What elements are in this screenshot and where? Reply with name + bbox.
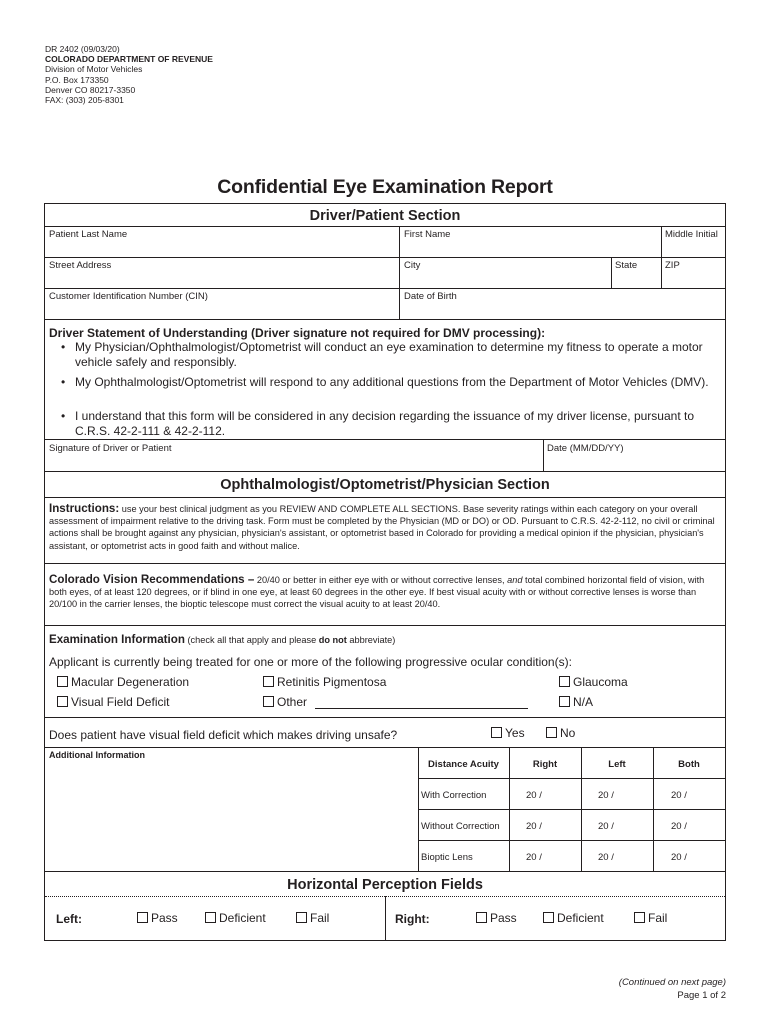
- option-label: Deficient: [557, 911, 604, 925]
- horizontal-fields-heading: Horizontal Perception Fields: [287, 877, 483, 893]
- divider: [611, 257, 612, 288]
- checkbox-icon[interactable]: [205, 912, 216, 923]
- cvr-and: and: [507, 575, 523, 585]
- checkbox-icon[interactable]: [546, 727, 557, 738]
- statement-heading: Driver Statement of Understanding (Driver signature not required for DMV processing):: [49, 326, 546, 340]
- cvr-text-a: 20/40 or better in either eye with or without corrective lenses,: [256, 575, 505, 585]
- checkbox-icon[interactable]: [263, 676, 274, 687]
- left-acuity-cell[interactable]: 20 /: [598, 821, 614, 832]
- right-pass-checkbox[interactable]: [476, 911, 517, 925]
- left-eye-label: Left:: [56, 912, 82, 926]
- department-name: COLORADO DEPARTMENT OF REVENUE: [45, 54, 213, 65]
- right-eye-label: Right:: [395, 912, 430, 926]
- left-acuity-cell[interactable]: 20 /: [598, 790, 614, 801]
- exam-note-b: do not: [318, 635, 347, 645]
- driver-section-heading: Driver/Patient Section: [309, 208, 461, 224]
- option-label: Macular Degeneration: [71, 675, 190, 689]
- instructions-body: use your best clinical judgment as you REVIEW AND COMPLETE ALL SECTIONS. Base severity ratings within each category on your overall assessment of impairment relative to the driving task. Form must be completed by the Physician (MD or DO) or OD. Pursuant to C.R.S. 42-2-112, no civil or criminal actions shall be brought against any physician, physician's assistant, or optometrist based in Colorado for providing a medical opinion if the physician, physician's assistant, or optometrist acts in good faith and without malice.: [49, 504, 715, 551]
- last-name-field[interactable]: Patient Last Name: [49, 229, 128, 240]
- no-checkbox[interactable]: [546, 726, 575, 740]
- option-label: Fail: [648, 911, 668, 925]
- exam-note-a: (check all that apply and please: [187, 635, 317, 645]
- physician-section-heading: Ophthalmologist/Optometrist/Physician Section: [220, 477, 550, 493]
- division-name: Division of Motor Vehicles: [45, 64, 143, 75]
- checkbox-icon[interactable]: [263, 696, 274, 707]
- checkbox-icon[interactable]: [543, 912, 554, 923]
- row-label: Without Correction: [421, 821, 500, 832]
- right-acuity-cell[interactable]: 20 /: [526, 821, 542, 832]
- exam-lead: Examination Information: [49, 633, 185, 646]
- statement-bullet: • My Ophthalmologist/Optometrist will respond to any additional questions from the Department of Motor Vehicles (DMV).: [55, 375, 715, 390]
- cvr-lead: Colorado Vision Recommendations –: [49, 573, 255, 586]
- cin-field[interactable]: Customer Identification Number (CIN): [49, 291, 208, 302]
- visual-field-deficit-checkbox[interactable]: [57, 695, 169, 709]
- divider: [418, 840, 725, 841]
- divider: [45, 497, 725, 498]
- checkbox-icon[interactable]: [559, 676, 570, 687]
- table-header: Right: [532, 759, 558, 770]
- divider: [418, 778, 725, 779]
- divider: [45, 319, 725, 320]
- form-number: DR 2402 (09/03/20): [45, 44, 120, 54]
- divider: [45, 257, 725, 258]
- divider: [45, 471, 725, 472]
- right-fail-checkbox[interactable]: [634, 911, 667, 925]
- checkbox-icon[interactable]: [57, 676, 68, 687]
- fax-number: FAX: (303) 205-8301: [45, 95, 124, 106]
- checkbox-icon[interactable]: [137, 912, 148, 923]
- glaucoma-checkbox[interactable]: [559, 675, 628, 689]
- continued-note: (Continued on next page): [618, 977, 726, 988]
- checkbox-icon[interactable]: [559, 696, 570, 707]
- option-label: Fail: [310, 911, 330, 925]
- signature-date-field[interactable]: Date (MM/DD/YY): [547, 443, 624, 454]
- cvr-text-b: total combined horizontal field of vision, with both eyes, of at least 120 degrees, or if blind in one eye, at least 60 degrees in the other eye. If best visual acuity with or without corrective lenses is worse than 20/100 in the carrier lenses, the bioptic telescope must correct the visual acuity to at least 20/40.: [49, 575, 705, 610]
- retinitis-pigmentosa-checkbox[interactable]: [263, 675, 386, 689]
- table-header: Both: [678, 759, 700, 770]
- other-input-line[interactable]: [315, 708, 528, 709]
- divider: [385, 896, 386, 940]
- first-name-field[interactable]: First Name: [404, 229, 451, 240]
- checkbox-icon[interactable]: [296, 912, 307, 923]
- table-header: Left: [608, 759, 626, 770]
- option-label: Other: [277, 695, 308, 709]
- both-acuity-cell[interactable]: 20 /: [671, 821, 687, 832]
- divider: [45, 563, 725, 564]
- bullet-text: My Physician/Ophthalmologist/Optometrist will conduct an eye examination to determine my fitness to operate a motor vehicle safely and responsibly.: [75, 340, 703, 369]
- city-field[interactable]: City: [404, 260, 421, 271]
- state-field[interactable]: State: [615, 260, 638, 271]
- left-fail-checkbox[interactable]: [296, 911, 329, 925]
- bullet-text: My Ophthalmologist/Optometrist will respond to any additional questions from the Department of Motor Vehicles (DMV).: [75, 375, 709, 389]
- instructions-lead: Instructions:: [49, 502, 120, 515]
- divider: [45, 625, 725, 626]
- page-number: Page 1 of 2: [677, 990, 726, 1001]
- divider: [45, 717, 725, 718]
- option-label: Pass: [151, 911, 178, 925]
- right-acuity-cell[interactable]: 20 /: [526, 852, 542, 863]
- table-header: Distance Acuity: [428, 759, 499, 770]
- divider: [45, 439, 725, 440]
- checkbox-icon[interactable]: [491, 727, 502, 738]
- vision-recommendations: [49, 574, 721, 611]
- yes-checkbox[interactable]: [491, 726, 525, 740]
- po-box: P.O. Box 173350: [45, 74, 109, 85]
- street-address-field[interactable]: Street Address: [49, 260, 112, 271]
- option-label: Yes: [505, 726, 525, 740]
- divider: [45, 871, 725, 872]
- option-label: N/A: [573, 695, 594, 709]
- additional-info-field[interactable]: Additional Information: [49, 750, 145, 760]
- statement-bullet: • My Physician/Ophthalmologist/Optometrist will conduct an eye examination to determine my fitness to operate a motor vehicle safely and responsibly.: [55, 340, 715, 369]
- option-label: Pass: [490, 911, 517, 925]
- divider: [45, 747, 725, 748]
- checkbox-icon[interactable]: [57, 696, 68, 707]
- option-label: No: [560, 726, 576, 740]
- row-label: With Correction: [421, 790, 487, 801]
- exam-note-c: abbreviate): [349, 635, 396, 645]
- right-deficient-checkbox[interactable]: [543, 911, 604, 925]
- left-deficient-checkbox[interactable]: [205, 911, 266, 925]
- condition-prompt: Applicant is currently being treated for one or more of the following progressive ocular condition(s):: [49, 655, 572, 669]
- divider: [45, 288, 725, 289]
- agency-header: [45, 44, 213, 105]
- checkbox-icon[interactable]: [634, 912, 645, 923]
- visual-question: Does patient have visual field deficit which makes driving unsafe?: [49, 728, 398, 742]
- option-label: Visual Field Deficit: [71, 695, 170, 709]
- instructions-text: [49, 503, 721, 552]
- zip-field[interactable]: ZIP: [665, 260, 680, 271]
- macular-degeneration-checkbox[interactable]: [57, 675, 189, 689]
- option-label: Glaucoma: [573, 675, 628, 689]
- divider: [418, 809, 725, 810]
- signature-field[interactable]: Signature of Driver or Patient: [49, 443, 172, 454]
- left-acuity-cell[interactable]: 20 /: [598, 852, 614, 863]
- statement-bullet: • I understand that this form will be considered in any decision regarding the issuance of my driver license, pursuant to C.R.S. 42-2-111 & 42-2-112.: [55, 409, 715, 438]
- both-acuity-cell[interactable]: 20 /: [671, 790, 687, 801]
- option-label: Retinitis Pigmentosa: [277, 675, 387, 689]
- left-pass-checkbox[interactable]: [137, 911, 178, 925]
- divider: [543, 439, 544, 471]
- both-acuity-cell[interactable]: 20 /: [671, 852, 687, 863]
- form-frame: [44, 203, 726, 941]
- checkbox-icon[interactable]: [476, 912, 487, 923]
- na-checkbox[interactable]: [559, 695, 593, 709]
- option-label: Deficient: [219, 911, 266, 925]
- dob-field[interactable]: Date of Birth: [404, 291, 457, 302]
- divider: [45, 226, 725, 227]
- city-zip: Denver CO 80217-3350: [45, 84, 136, 95]
- middle-initial-field[interactable]: Middle Initial: [665, 229, 718, 240]
- exam-info-header: [49, 634, 721, 646]
- divider: [399, 226, 400, 319]
- other-checkbox[interactable]: [263, 695, 307, 709]
- page-title: Confidential Eye Examination Report: [217, 176, 553, 198]
- right-acuity-cell[interactable]: 20 /: [526, 790, 542, 801]
- bullet-text: I understand that this form will be considered in any decision regarding the issuance of my driver license, pursuant to C.R.S. 42-2-111 & 42-2-112.: [75, 409, 694, 438]
- row-label: Bioptic Lens: [421, 852, 473, 863]
